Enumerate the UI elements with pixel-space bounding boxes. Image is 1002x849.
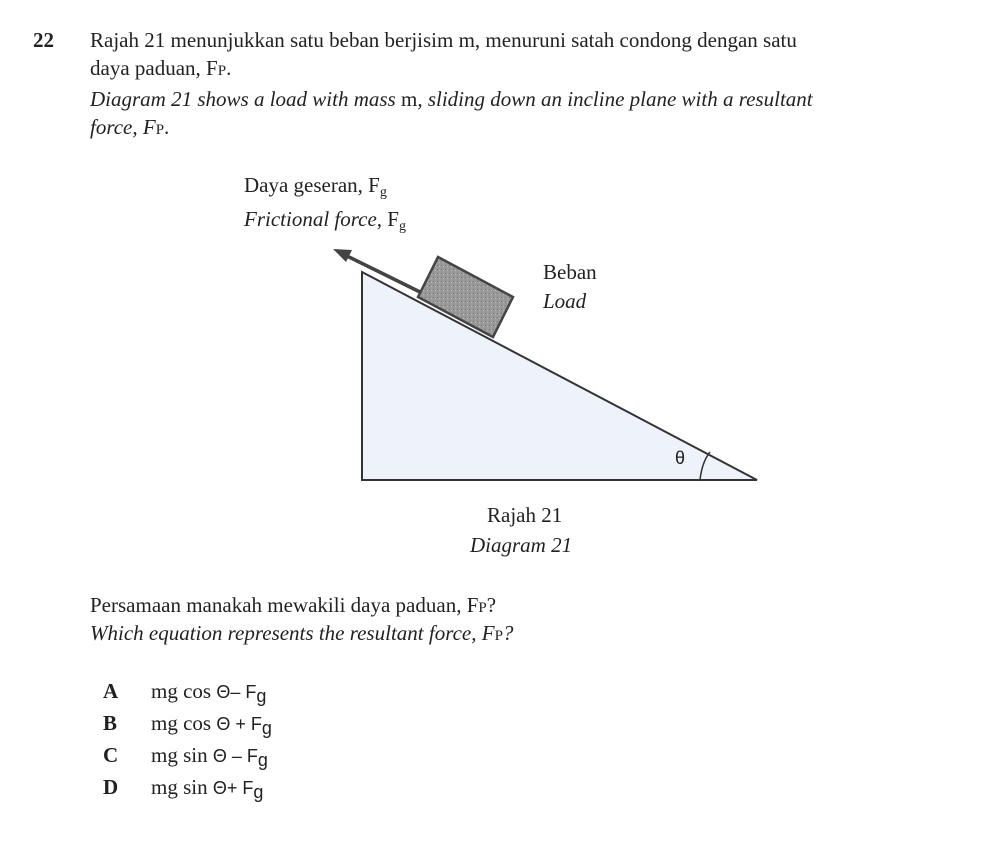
friction-label-malay: Daya geseran, $F_g$ xyxy=(244,173,387,200)
option-d[interactable]: D mg sin Θ+ Fg xyxy=(103,775,264,802)
option-a[interactable]: A mg cos Θ– Fg xyxy=(103,679,267,706)
option-b[interactable]: B mg cos Θ + Fg xyxy=(103,711,272,738)
ask-english: Which equation represents the resultant force, FP? xyxy=(90,621,514,645)
caption-english: Diagram 21 xyxy=(470,533,573,557)
angle-label: θ xyxy=(675,448,686,468)
friction-label-english: Frictional force, $F_g$ xyxy=(244,207,406,234)
load-label-english: Load xyxy=(543,289,587,313)
english-intro-line2: force, FP. xyxy=(90,115,170,139)
load-label-malay: Beban xyxy=(543,260,597,284)
ask-malay: Persamaan manakah mewakili daya paduan, FP? xyxy=(90,593,497,617)
question-number: 22 xyxy=(33,28,54,52)
caption-malay: Rajah 21 xyxy=(487,503,563,527)
malay-intro-line2: daya paduan, FP. xyxy=(90,56,232,80)
english-intro-line1: Diagram 21 shows a load with mass m, sliding down an incline plane with a resultant xyxy=(90,87,813,111)
option-c[interactable]: C mg sin Θ – Fg xyxy=(103,743,268,770)
malay-intro-line1: Rajah 21 menunjukkan satu beban berjisim m, menuruni satah condong dengan satu xyxy=(90,28,797,52)
arrow-head-icon xyxy=(333,249,352,262)
